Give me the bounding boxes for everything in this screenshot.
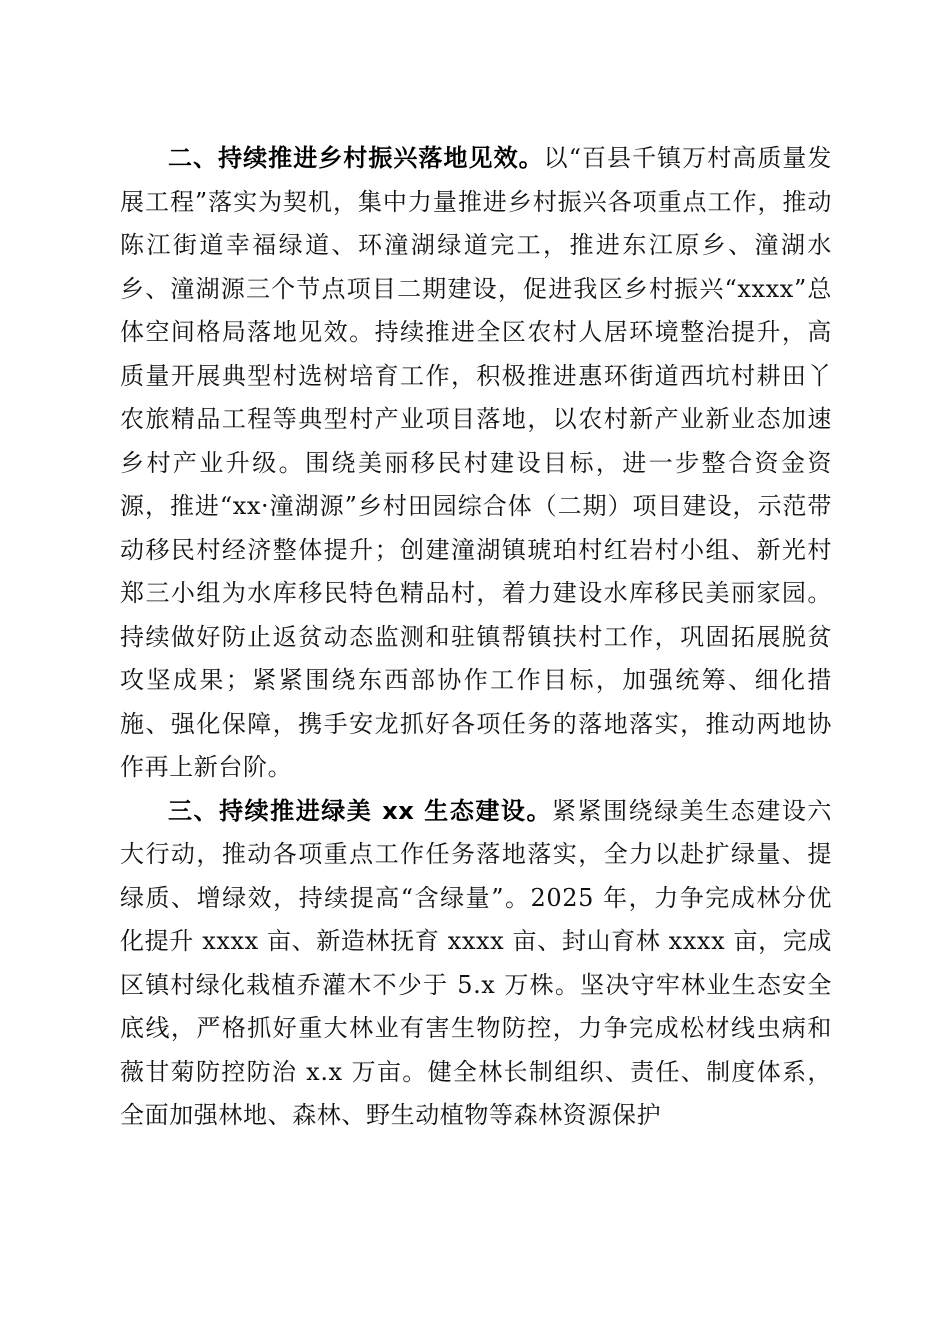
section-heading: 三、持续推进绿美 xx 生态建设。 [168, 796, 552, 825]
section-green-ecology [120, 790, 832, 1138]
section-body: 以“百县千镇万村高质量发展工程”落实为契机，集中力量推进乡村振兴各项重点工作，推动陈江街道幸福绿道、环潼湖绿道完工，推进东江原乡、潼湖水乡、潼湖源三个节点项目二期建设，促进我区乡村振兴“xxxx”总体空间格局落地见效。持续推进全区农村人居环境整治提升，高质量开展典型村选树培育工作，积极推进惠环街道西坑村耕田丫农旅精品工程等典型村产业项目落地，以农村新产业新业态加速乡村产业升级。围绕美丽移民村建设目标，进一步整合资金资源，推进“xx·潼湖源”乡村田园综合体（二期）项目建设，示范带动移民村经济整体提升；创建潼湖镇琥珀村红岩村小组、新光村郑三小组为水库移民特色精品村，着力建设水库移民美丽家园。持续做好防止返贫动态监测和驻镇帮镇扶村工作，巩固拓展脱贫攻坚成果；紧紧围绕东西部协作工作目标，加强统筹、细化措施、强化保障，携手安龙抓好各项任务的落地落实，推动两地协作再上新台阶。 [120, 144, 833, 781]
document-body [120, 137, 832, 1138]
section-heading: 二、持续推进乡村振兴落地见效。 [168, 144, 544, 172]
section-rural-revitalization [120, 137, 832, 790]
section-body: 紧紧围绕绿美生态建设六大行动，推动各项重点工作任务落地落实，全力以赴扩绿量、提绿质、增绿效，持续提高“含绿量”。2025 年，力争完成林分优化提升 xxxx 亩、新造林抚育 xxxx 亩、封山育林 xxxx 亩，完成区镇村绿化栽植乔灌木不少于 5.x 万株。坚决守牢林业生态安全底线，严格抓好重大林业有害生物防控，力争完成松材线虫病和薇甘菊防控防治 x.x 万亩。健全林长制组织、责任、制度体系，全面加强林地、森林、野生动植物等森林资源保护 [120, 796, 832, 1129]
